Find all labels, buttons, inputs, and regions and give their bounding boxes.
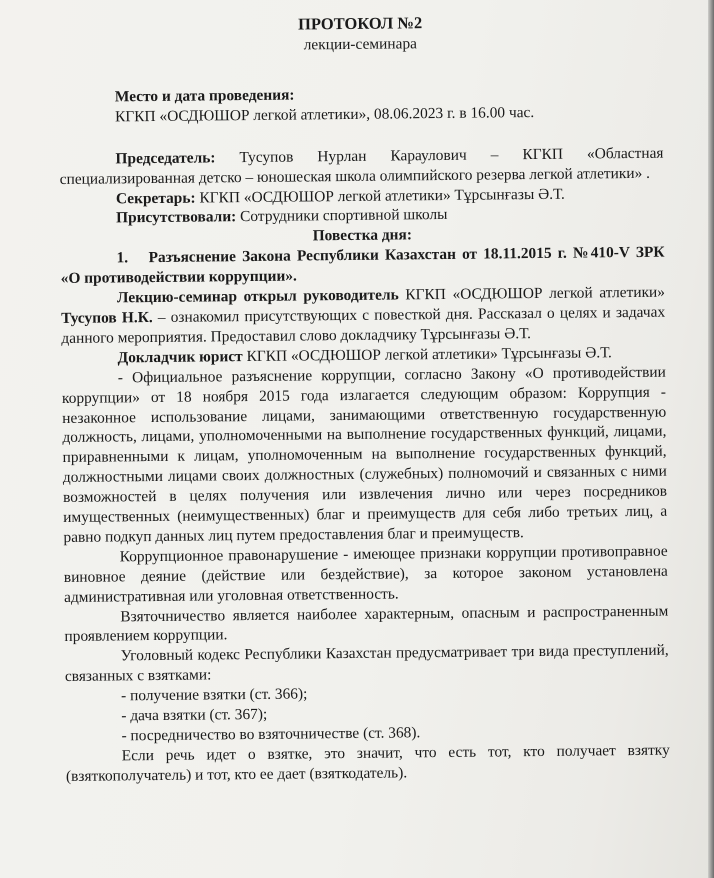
secretary-label: Секретарь: bbox=[115, 189, 196, 207]
bribe-parties-paragraph: Если речь идет о взятке, это значит, что есть тот, кто получает взятку (взяткополучатель) и тот, кто ее дает (взяткодатель). bbox=[65, 741, 670, 785]
agenda-heading: Повестка дня: bbox=[312, 226, 413, 245]
list-item: - посредничество во взяточничестве (ст. 368). bbox=[121, 724, 421, 745]
present-value: Сотрудники спортивной школы bbox=[236, 206, 448, 226]
chairman-paragraph bbox=[59, 143, 663, 189]
document-body bbox=[58, 10, 670, 787]
opening-text-2: – ознакомил присутствующих с повесткой дня. Рассказал о целях и задачах данного мероприятия. Предоставил слово докладчику Тұрсынғазы Ә.Т. bbox=[61, 303, 666, 347]
agenda-item-text: Разъяснение Закона Республики Казахстан от 18.11.2015 г. №410-V ЗРК «О противодействии коррупции». bbox=[60, 243, 665, 288]
chairman-value: Тусупов Нурлан Караулович – КГКП «Областная специализированная детско – юношеская школа олимпийского резерва легкой атлетики» . bbox=[59, 144, 664, 188]
opening-bold-2: Тусупов Н.К. bbox=[61, 308, 153, 327]
page-edge-shadow bbox=[708, 0, 714, 878]
secretary-value: КГКП «ОСДЮШОР легкой атлетики» Тұрсынғазы Ә.Т. bbox=[195, 185, 565, 207]
present-label: Присутствовали: bbox=[116, 208, 237, 227]
speaker-label: Докладчик юрист bbox=[117, 347, 243, 367]
place-label: Место и дата проведения: bbox=[114, 86, 295, 106]
opening-text-1: КГКП «ОСДЮШОР легкой атлетики» bbox=[398, 283, 666, 304]
criminal-code-paragraph: Уголовный кодекс Республики Казахстан предусматривает три вида преступлений, связанных с взятками: bbox=[64, 642, 669, 686]
corruption-definition-paragraph: - Официальное разъяснение коррупции, согласно Закону «О противодействии коррупции» от 18 ноября 2015 года излагается следующим образом: Коррупция - незаконное использование лицами, занимающими ответственную государственную должность, лицами, уполномоченными на выполнение государственных функций, лицами, приравненными к лицам, уполномоченным на выполнение государственных функций, должностными лицами своих должностных (служебных) полномочий и связанных с ними возможностей в целях получения или извлечения лично или через посредников имущественных (неимущественных) благ и преимуществ для себя либо третьих лиц, а равно подкуп данных лиц путем предоставления благ и преимуществ. bbox=[61, 363, 668, 546]
list-item: - дача взятки (ст. 367); bbox=[121, 705, 268, 725]
document-subtitle: лекции-семинара bbox=[303, 35, 418, 54]
chairman-label: Председатель: bbox=[115, 149, 216, 168]
list-item: - получение взятки (ст. 366); bbox=[121, 685, 308, 705]
opening-paragraph bbox=[61, 283, 666, 349]
speaker-value: КГКП «ОСДЮШОР легкой атлетики» Тұрсынғазы Ә.Т. bbox=[242, 344, 612, 365]
bribery-paragraph: Взяточничество является наиболее характерным, опасным и распространенным проявлением коррупции. bbox=[64, 602, 669, 646]
offense-definition-paragraph: Коррупционное правонарушение - имеющее признаки коррупции противоправное виновное деяние (действие или бездействие), за которое законом установлена административная или уголовная ответственность. bbox=[63, 542, 668, 606]
opening-bold-1: Лекцию-семинар открыл руководитель bbox=[116, 286, 399, 307]
document-title: ПРОТОКОЛ №2 bbox=[297, 13, 423, 34]
agenda-item-number: 1. bbox=[116, 249, 129, 267]
agenda-item bbox=[60, 243, 664, 289]
place-value: КГКП «ОСДЮШОР легкой атлетики», 08.06.2023 г. в 16.00 час. bbox=[114, 103, 535, 126]
